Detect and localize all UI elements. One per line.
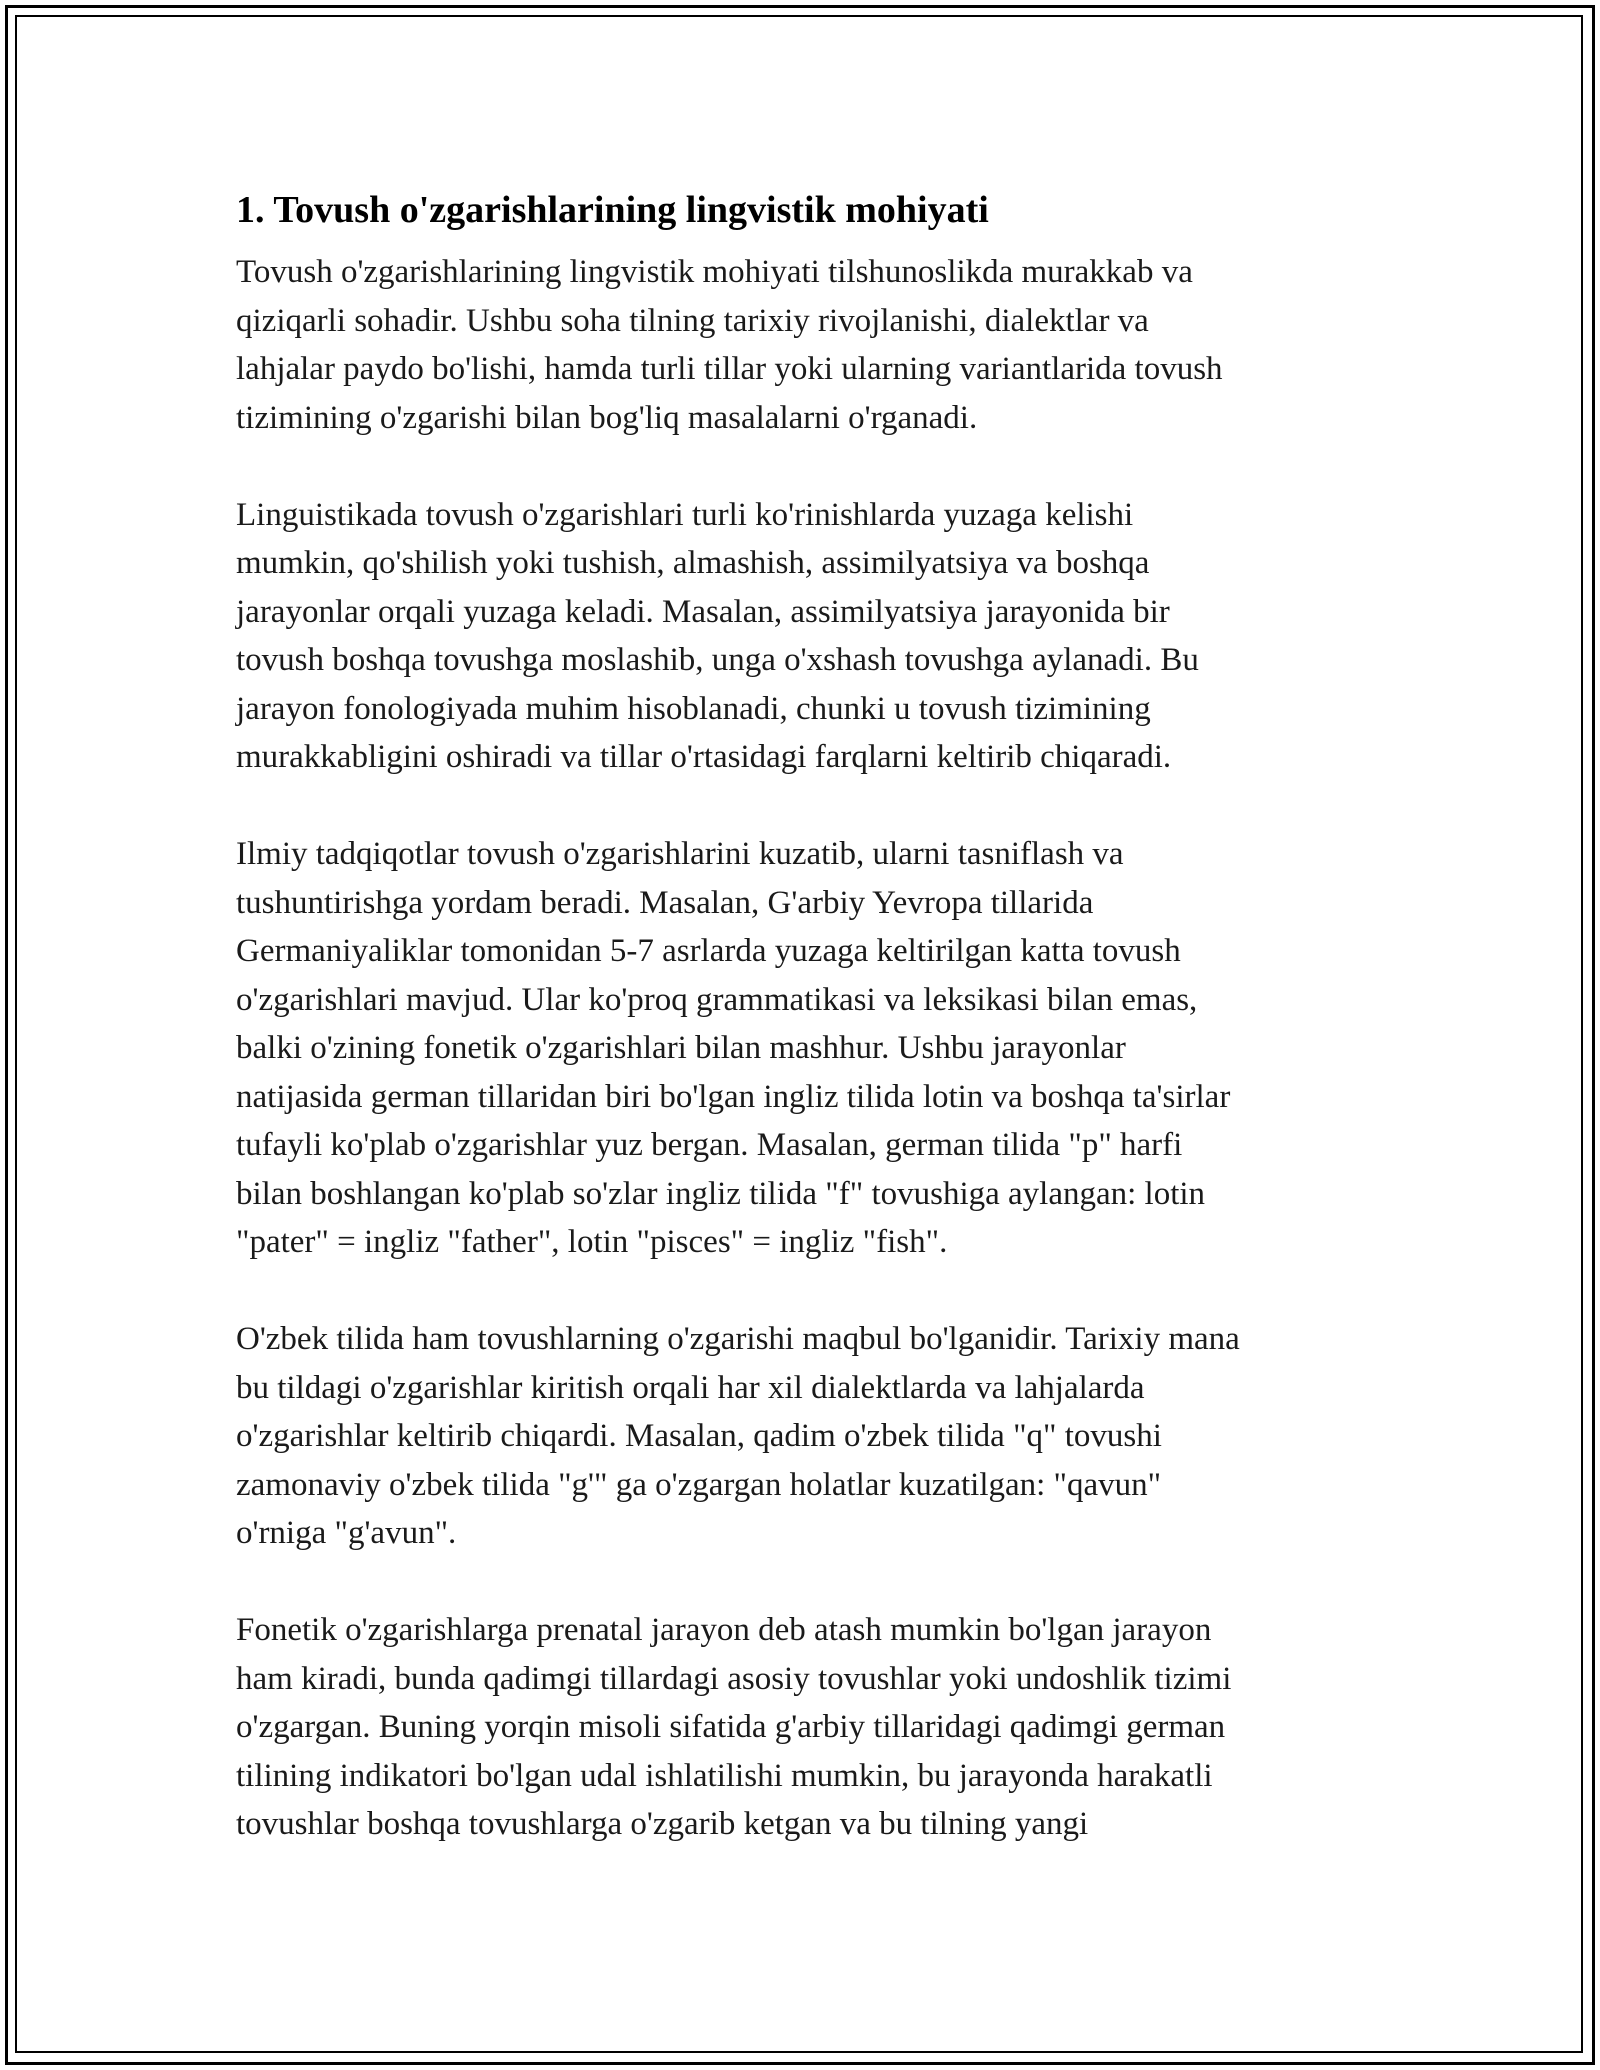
- paragraph-3: [236, 830, 1376, 1267]
- paragraph-line: Ilmiy tadqiqotlar tovush o'zgarishlarini kuzatib, ularni tasniflash va: [236, 836, 1124, 872]
- paragraph-line: tilining indikatori bo'lgan udal ishlatilishi mumkin, bu jarayonda harakatli: [236, 1757, 1213, 1794]
- paragraph-line: tovushlar boshqa tovushlarga o'zgarib ketgan va bu tilning yangi: [236, 1806, 1089, 1842]
- paragraph-line: Tovush o'zgarishlarining lingvistik mohiyati tilshunoslikda murakkab va: [236, 254, 1193, 290]
- paragraph-line: tushuntirishga yordam beradi. Masalan, G'arbiy Yevropa tillarida: [236, 884, 1094, 921]
- paragraph-line: o'zgarishlar keltirib chiqardi. Masalan, qadim o'zbek tilida "q" tovushi: [236, 1418, 1162, 1454]
- paragraph-line: zamonaviy o'zbek tilida "g'" ga o'zgargan holatlar kuzatilgan: "qavun": [236, 1466, 1162, 1503]
- section-heading: 1. Tovush o'zgarishlarining lingvistik mohiyati: [236, 189, 989, 231]
- paragraph-line: jarayon fonologiyada muhim hisoblanadi, chunki u tovush tizimining: [236, 690, 1151, 727]
- paragraph-line: o'zgargan. Buning yorqin misoli sifatida g'arbiy tillaridagi qadimgi german: [236, 1709, 1226, 1745]
- document-body: [236, 186, 1376, 1849]
- paragraph-line: bu tildagi o'zgarishlar kiritish orqali har xil dialektlarda va lahjalarda: [236, 1369, 1145, 1406]
- paragraph-line: o'rniga "g'avun".: [236, 1515, 457, 1551]
- paragraph-line: balki o'zining fonetik o'zgarishlari bilan mashhur. Ushbu jarayonlar: [236, 1030, 1126, 1066]
- paragraph-line: lahjalar paydo bo'lishi, hamda turli tillar yoki ularning variantlarida tovush: [236, 351, 1223, 387]
- paragraph-line: jarayonlar orqali yuzaga keladi. Masalan, assimilyatsiya jarayonida bir: [236, 593, 1170, 630]
- paragraph-line: Fonetik o'zgarishlarga prenatal jarayon deb atash mumkin bo'lgan jarayon: [236, 1612, 1212, 1648]
- paragraph-line: ham kiradi, bunda qadimgi tillardagi asosiy tovushlar yoki undoshlik tizimi: [236, 1660, 1232, 1697]
- paragraph-line: bilan boshlangan ko'plab so'zlar ingliz tilida "f" tovushiga aylangan: lotin: [236, 1175, 1206, 1212]
- paragraph-line: o'zgarishlari mavjud. Ular ko'proq grammatikasi va leksikasi bilan emas,: [236, 981, 1198, 1018]
- paragraph-line: O'zbek tilida ham tovushlarning o'zgarishi maqbul bo'lganidir. Tarixiy mana: [236, 1321, 1240, 1357]
- paragraph-line: murakkabligini oshiradi va tillar o'rtasidagi farqlarni keltirib chiqaradi.: [236, 739, 1172, 775]
- paragraph-2: [236, 491, 1376, 782]
- paragraph-line: tovush boshqa tovushga moslashib, unga o'xshash tovushga aylanadi. Bu: [236, 642, 1199, 678]
- paragraph-5: [236, 1606, 1376, 1849]
- paragraph-list: [236, 248, 1376, 1849]
- paragraph-line: "pater" = ingliz "father", lotin "pisces" = ingliz "fish".: [236, 1224, 948, 1260]
- paragraph-line: qiziqarli sohadir. Ushbu soha tilning tarixiy rivojlanishi, dialektlar va: [236, 302, 1149, 339]
- paragraph-line: tufayli ko'plab o'zgarishlar yuz bergan. Masalan, german tilida "p" harfi: [236, 1127, 1183, 1163]
- paragraph-line: Linguistikada tovush o'zgarishlari turli ko'rinishlarda yuzaga kelishi: [236, 496, 1134, 533]
- paragraph-line: Germaniyaliklar tomonidan 5-7 asrlarda yuzaga keltirilgan katta tovush: [236, 933, 1181, 969]
- paragraph-line: tizimining o'zgarishi bilan bog'liq masalalarni o'rganadi.: [236, 399, 978, 436]
- paragraph-line: mumkin, qo'shilish yoki tushish, almashish, assimilyatsiya va boshqa: [236, 545, 1150, 581]
- paragraph-4: [236, 1315, 1376, 1558]
- paragraph-1: [236, 248, 1376, 442]
- paragraph-line: natijasida german tillaridan biri bo'lgan ingliz tilida lotin va boshqa ta'sirlar: [236, 1078, 1231, 1115]
